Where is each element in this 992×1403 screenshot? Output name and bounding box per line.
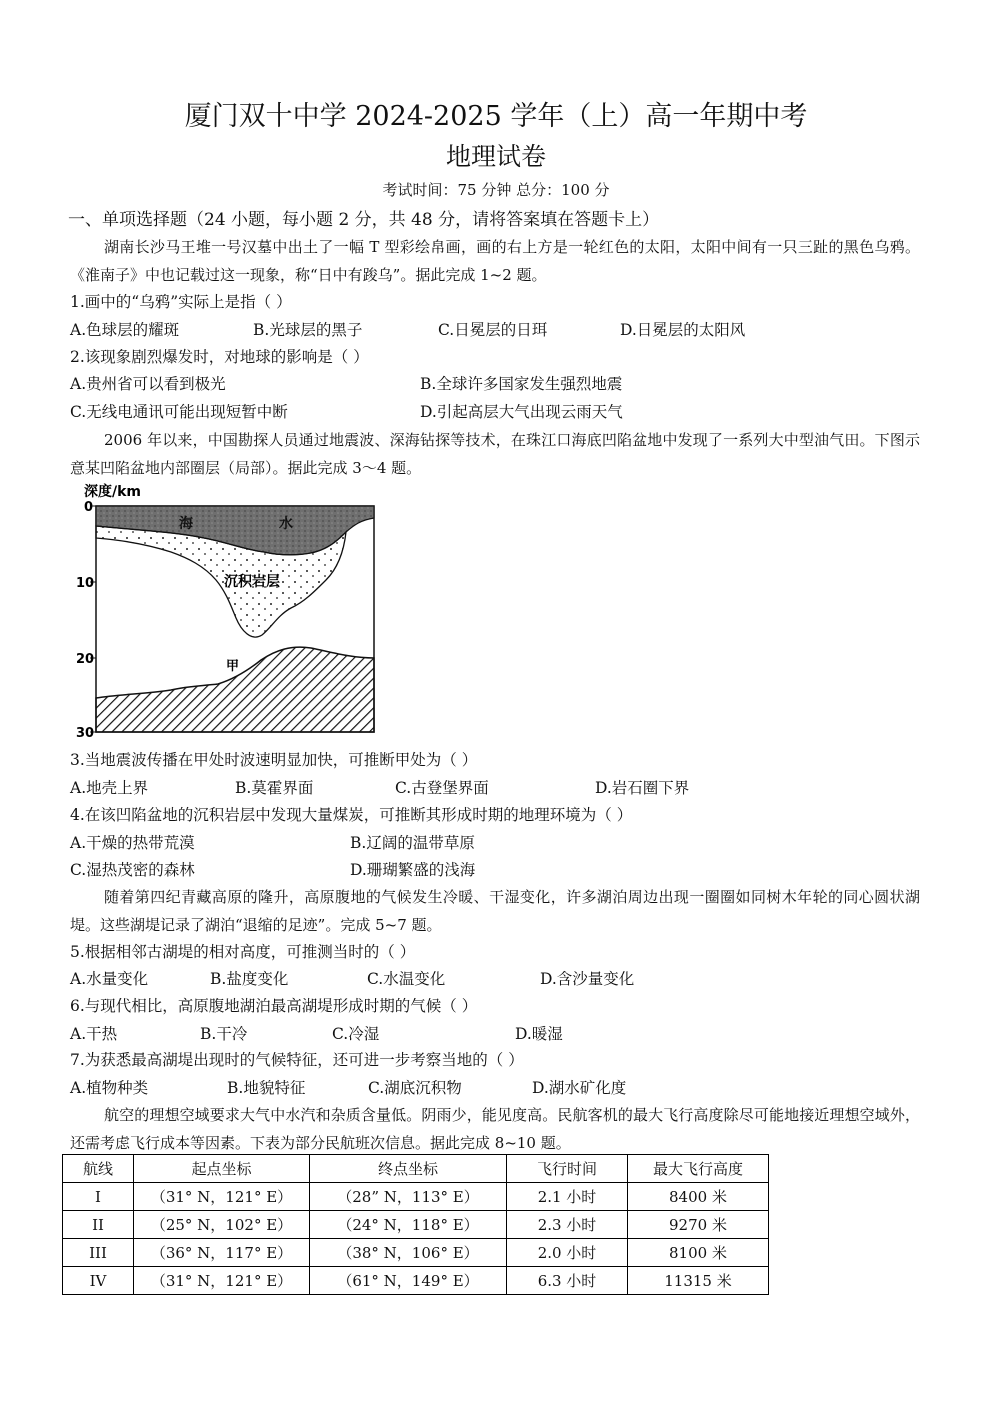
- q1-option-d[interactable]: D.日冕层的太阳风: [620, 321, 746, 339]
- q4-option-b[interactable]: B.辽阔的温带草原: [350, 834, 475, 852]
- header-end: 终点坐标: [310, 1155, 507, 1183]
- q2-option-c[interactable]: C.无线电通讯可能出现短暂中断: [70, 403, 288, 421]
- passage-4: 航空的理想空域要求大气中水汽和杂质含量低。阴雨少，能见度高。民航客机的最大飞行高度除尽可能地接近理想空域外，还需考虑飞行成本等因素。下表为部分民航班次信息。据此完成 8~10 题。: [70, 1106, 920, 1152]
- q1-option-b[interactable]: B.光球层的黑子: [253, 321, 363, 339]
- q4-option-c[interactable]: C.湿热茂密的森林: [70, 861, 195, 879]
- q2-option-d[interactable]: D.引起高层大气出现云雨天气: [420, 403, 623, 421]
- q7-option-b[interactable]: B.地貌特征: [227, 1079, 306, 1097]
- q5-option-c[interactable]: C.水温变化: [367, 970, 446, 988]
- cell-start: （31° N，121° E）: [134, 1183, 310, 1211]
- cell-time: 2.1 小时: [507, 1183, 628, 1211]
- question-6-stem: 6.与现代相比，高原腹地湖泊最高湖堤形成时期的气候（ ）: [70, 997, 478, 1015]
- cell-time: 2.0 小时: [507, 1239, 628, 1267]
- cell-time: 6.3 小时: [507, 1267, 628, 1295]
- cell-altitude: 11315 米: [628, 1267, 769, 1295]
- table-row: [63, 1267, 769, 1295]
- q3-option-c[interactable]: C.古登堡界面: [395, 779, 489, 797]
- header-route: 航线: [63, 1155, 134, 1183]
- header-start: 起点坐标: [134, 1155, 310, 1183]
- q5-option-b[interactable]: B.盐度变化: [210, 970, 289, 988]
- sediment-label: 沉积岩层: [224, 574, 280, 590]
- cell-altitude: 8100 米: [628, 1239, 769, 1267]
- question-1-stem: 1.画中的“乌鸦”实际上是指（ ）: [70, 293, 292, 311]
- q7-option-d[interactable]: D.湖水矿化度: [532, 1079, 627, 1097]
- exam-title: 厦门双十中学 2024-2025 学年（上）高一年期中考: [184, 101, 808, 132]
- cell-route: II: [63, 1211, 134, 1239]
- tick-20: 20: [76, 652, 95, 667]
- cell-route: III: [63, 1239, 134, 1267]
- cell-route: IV: [63, 1267, 134, 1295]
- cell-end: （24° N，118° E）: [310, 1211, 507, 1239]
- q7-option-a[interactable]: A.植物种类: [70, 1079, 149, 1097]
- passage-1: 湖南长沙马王堆一号汉墓中出土了一幅 T 型彩绘帛画，画的右上方是一轮红色的太阳，太阳中间有一只三趾的黑色乌鸦。《淮南子》中也记载过这一现象，称“日中有踆乌”。据此完成 1~2 题。: [70, 238, 920, 284]
- sea-label-2: 水: [279, 516, 293, 532]
- tick-10: 10: [76, 576, 95, 591]
- cell-altitude: 9270 米: [628, 1211, 769, 1239]
- question-2-stem: 2.该现象剧烈爆发时，对地球的影响是（ ）: [70, 348, 369, 366]
- q1-option-c[interactable]: C.日冕层的日珥: [438, 321, 548, 339]
- cell-start: （31° N，121° E）: [134, 1267, 310, 1295]
- question-3-stem: 3.当地震波传播在甲处时波速明显加快，可推断甲处为（ ）: [70, 751, 478, 769]
- header-time: 飞行时间: [507, 1155, 628, 1183]
- q4-option-a[interactable]: A.干燥的热带荒漠: [70, 834, 195, 852]
- tick-0: 0: [84, 500, 94, 515]
- q6-option-b[interactable]: B.干冷: [200, 1025, 248, 1043]
- question-7-stem: 7.为获悉最高湖堤出现时的气候特征，还可进一步考察当地的（ ）: [70, 1051, 524, 1069]
- q2-option-b[interactable]: B.全球许多国家发生强烈地震: [420, 375, 623, 393]
- passage-3: 随着第四纪青藏高原的隆升，高原腹地的气候发生冷暖、干湿变化，许多湖泊周边出现一圈圈如同树木年轮的同心圆状湖堤。这些湖堤记录了湖泊“退缩的足迹”。完成 5~7 题。: [70, 888, 920, 934]
- jia-label: 甲: [226, 659, 240, 674]
- basin-cross-section-diagram: [76, 480, 386, 740]
- q3-option-b[interactable]: B.莫霍界面: [235, 779, 314, 797]
- q6-option-c[interactable]: C.冷湿: [332, 1025, 380, 1043]
- depth-axis-label: 深度/km: [84, 484, 142, 500]
- table-row: [63, 1211, 769, 1239]
- q5-option-a[interactable]: A.水量变化: [70, 970, 149, 988]
- table-row: [63, 1239, 769, 1267]
- cell-route: I: [63, 1183, 134, 1211]
- q4-option-d[interactable]: D.珊瑚繁盛的浅海: [350, 861, 476, 879]
- q7-option-c[interactable]: C.湖底沉积物: [368, 1079, 462, 1097]
- cell-end: （38° N，106° E）: [310, 1239, 507, 1267]
- cell-altitude: 8400 米: [628, 1183, 769, 1211]
- exam-info: 考试时间：75 分钟 总分：100 分: [382, 181, 610, 199]
- question-5-stem: 5.根据相邻古湖堤的相对高度，可推测当时的（ ）: [70, 943, 416, 961]
- q3-option-d[interactable]: D.岩石圈下界: [595, 779, 690, 797]
- cell-end: （28” N，113° E）: [310, 1183, 507, 1211]
- flight-info-table: [62, 1154, 769, 1295]
- q6-option-d[interactable]: D.暖湿: [515, 1025, 563, 1043]
- q6-option-a[interactable]: A.干热: [70, 1025, 118, 1043]
- table-header-row: [63, 1155, 769, 1183]
- cell-start: （36° N，117° E）: [134, 1239, 310, 1267]
- q1-option-a[interactable]: A.色球层的耀斑: [70, 321, 180, 339]
- question-4-stem: 4.在该凹陷盆地的沉积岩层中发现大量煤炭，可推断其形成时期的地理环境为（ ）: [70, 806, 633, 824]
- sea-label-1: 海: [179, 516, 193, 532]
- cell-start: （25° N，102° E）: [134, 1211, 310, 1239]
- section-heading: 一、单项选择题（24 小题，每小题 2 分，共 48 分，请将答案填在答题卡上）: [68, 210, 660, 230]
- cell-time: 2.3 小时: [507, 1211, 628, 1239]
- tick-30: 30: [76, 726, 95, 740]
- header-altitude: 最大飞行高度: [628, 1155, 769, 1183]
- table-row: [63, 1183, 769, 1211]
- passage-2: 2006 年以来，中国勘探人员通过地震波、深海钻探等技术，在珠江口海底凹陷盆地中发现了一系列大中型油气田。下图示意某凹陷盆地内部圈层（局部）。据此完成 3～4 题。: [70, 431, 920, 477]
- exam-subtitle: 地理试卷: [445, 142, 546, 171]
- q5-option-d[interactable]: D.含沙量变化: [540, 970, 635, 988]
- cell-end: （61° N，149° E）: [310, 1267, 507, 1295]
- q3-option-a[interactable]: A.地壳上界: [70, 779, 149, 797]
- q2-option-a[interactable]: A.贵州省可以看到极光: [70, 375, 226, 393]
